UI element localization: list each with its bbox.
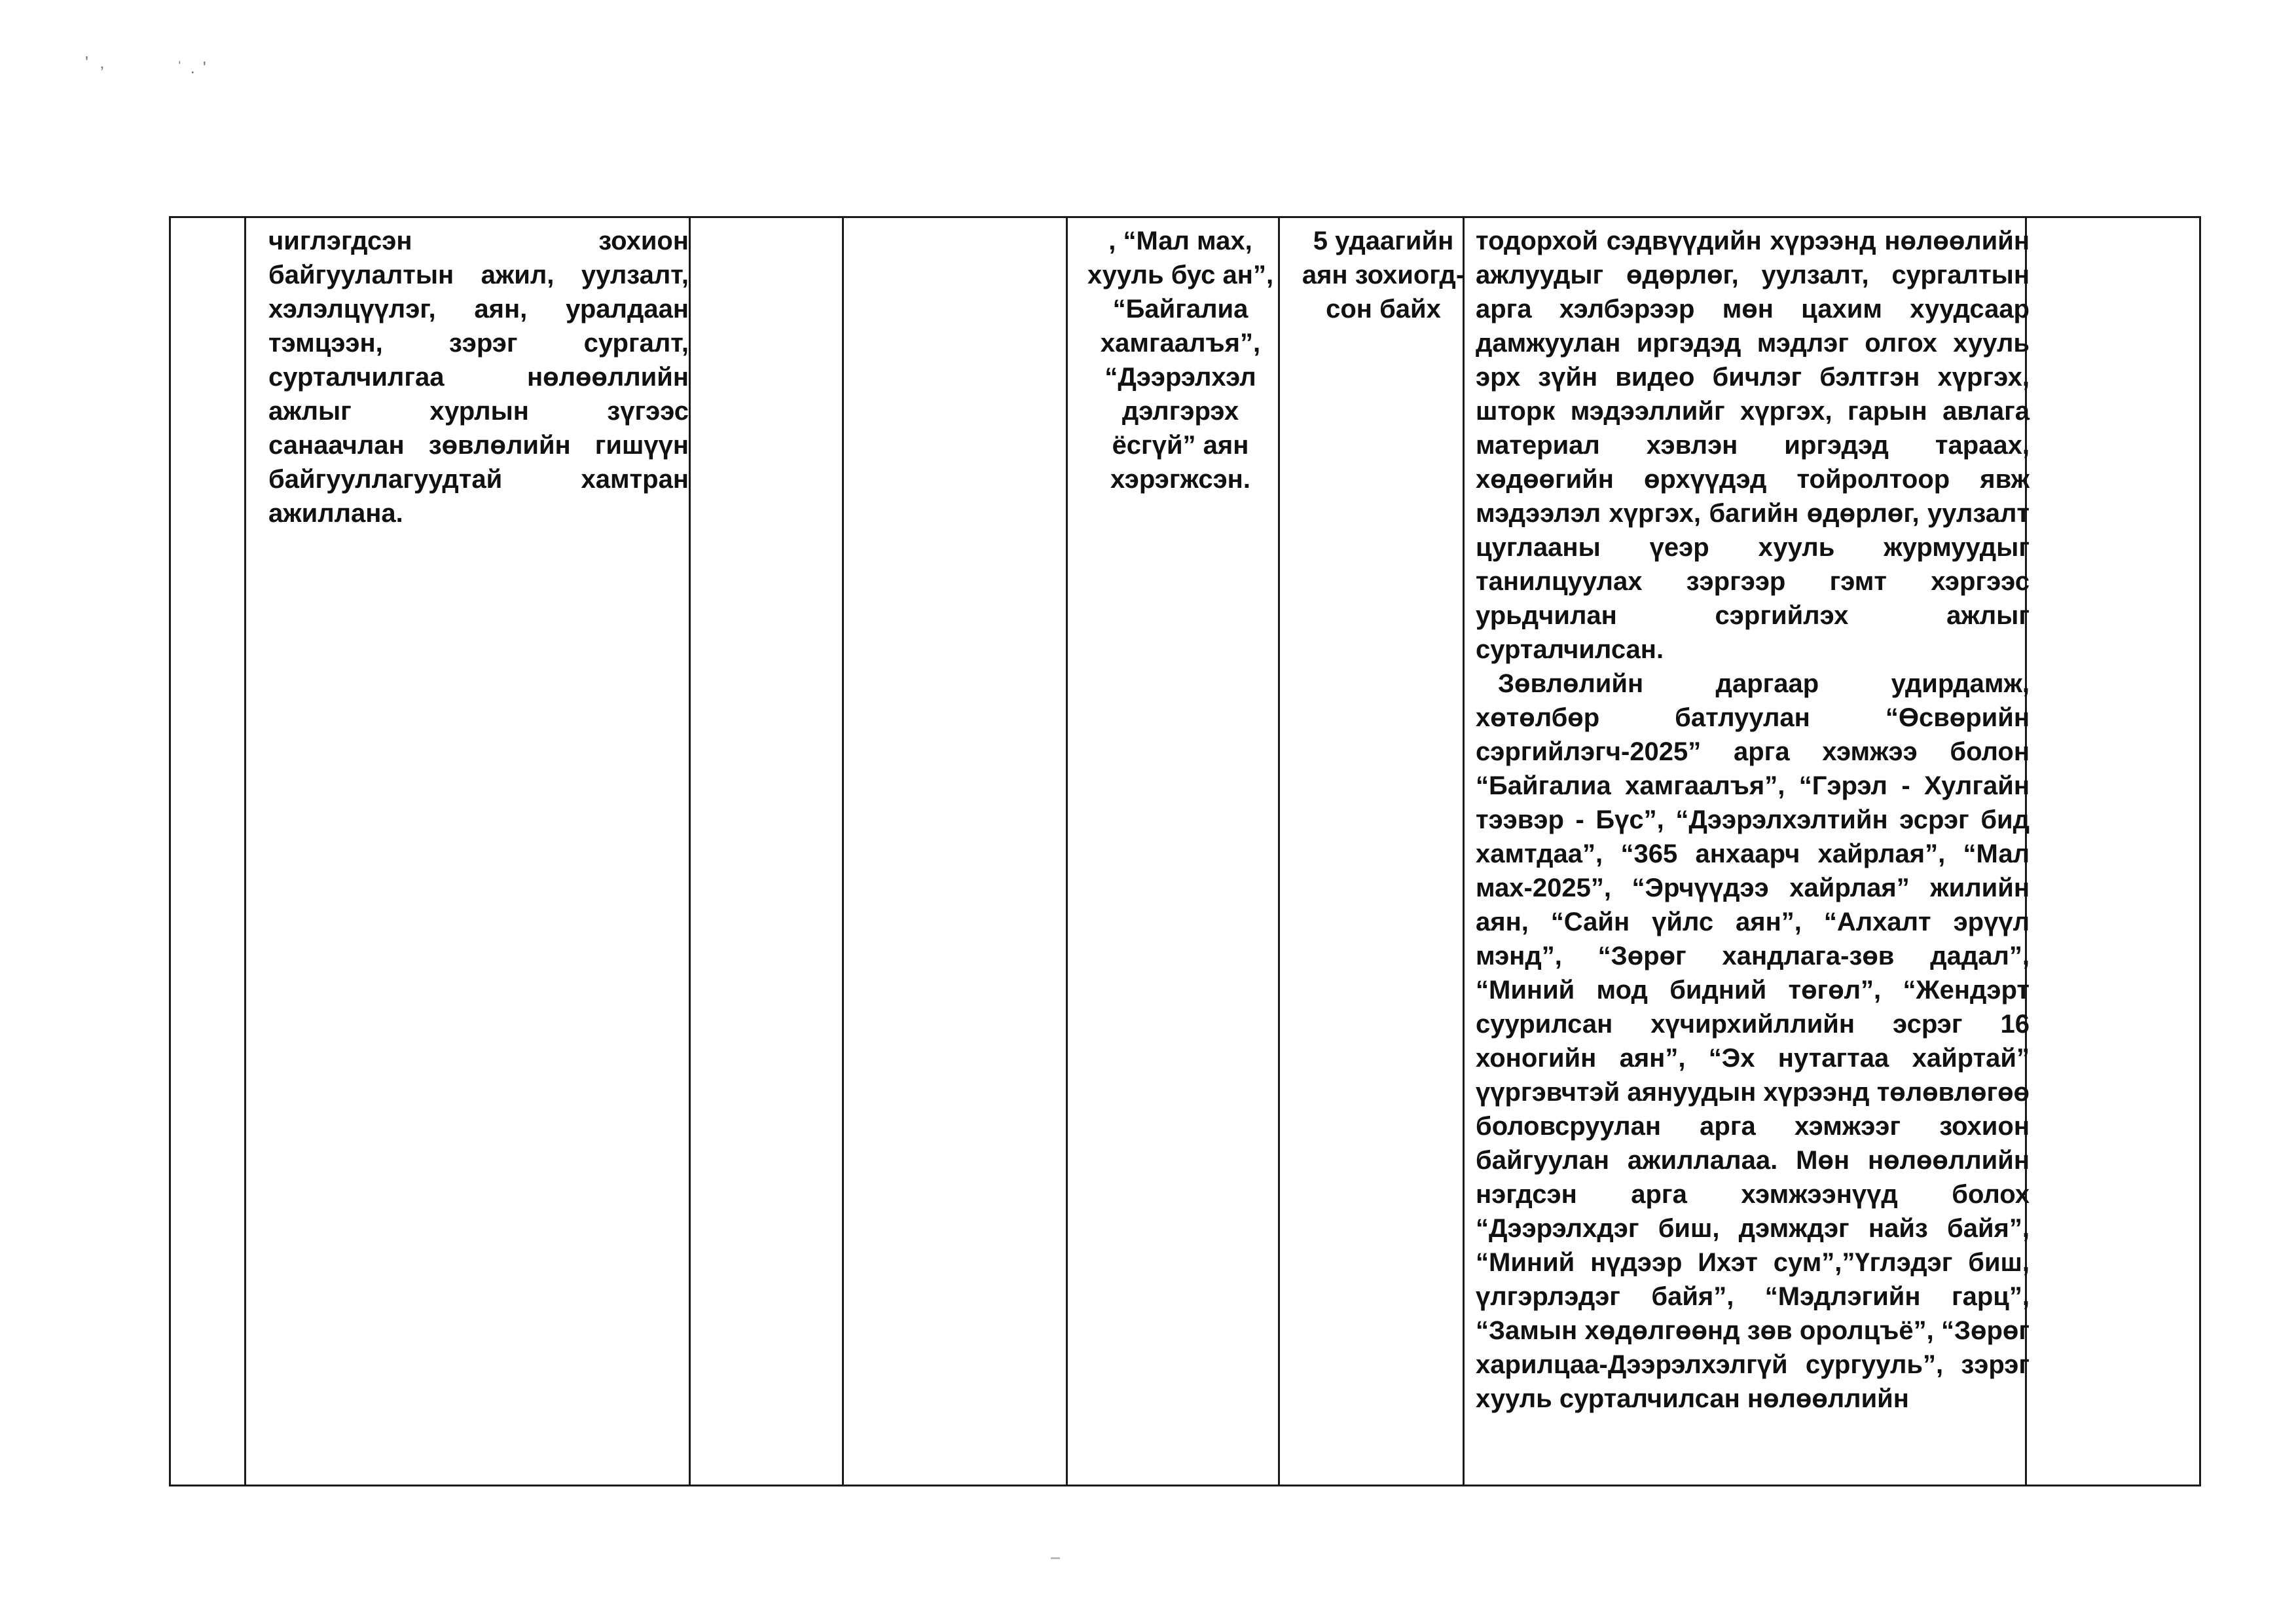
column-divider-3	[842, 216, 844, 1486]
table-cell-activity-description: чиглэгдсэн зохион байгуулалтын ажил, уулзалт, хэлэлцүүлэг, аян, уралдаан тэмцээн, зэрэг сургалт, сурталчилгаа нөлөөллийн ажлыг хурлын зүгээс санаачлан зөвлөлийн гишүүн байгууллагуудтай хамтран ажиллана.	[268, 227, 689, 528]
scan-speck-marks: '‚	[85, 52, 116, 72]
column-divider-1	[244, 216, 246, 1486]
report-paragraph: тодорхой сэдвүүдийн хүрээнд нөлөөлийн ажлуудыг өдөрлөг, уулзалт, сургалтын арга хэлбэрээр мөн цахим хуудсаар дамжуулан иргэдэд мэдлэг олгох хууль эрх зүйн видео бичлэг бэлтгэн хүргэх, шторк мэдээллийг хүргэх, гарын авлага материал хэвлэн иргэдэд тараах, хөдөөгийн өрхүүдэд тойролтоор явж мэдээлэл хүргэх, багийн өдөрлөг, уулзалт цуглааны үеэр хууль журмуудыг танилцуулах зэргээр гэмт хэргээс урьдчилан сэргийлэх ажлыг сурталчилсан.	[1476, 227, 2030, 664]
table-cell-target-indicator: 5 удаагийн аян зохиогд-сон байх	[1302, 227, 1465, 323]
scan-speck-marks-2: ˈ.'	[177, 58, 214, 77]
scan-speck-bottom	[1051, 1557, 1060, 1559]
table-cell-performance-report	[1476, 224, 2030, 1416]
column-divider-2	[689, 216, 691, 1486]
report-paragraph: Зөвлөлийн даргаар удирдамж, хөтөлбөр батлуулан “Өсвөрийн сэргийлэгч-2025” арга хэмжээ болон “Байгалиа хамгаалъя”, “Гэрэл - Хулгайн тээвэр - Бүс”, “Дээрэлхэлтийн эсрэг бид хамтдаа”, “365 анхаарч хайрлая”, “Мал мах-2025”, “Эрчүүдээ хайрлая” жилийн аян, “Сайн үйлс аян”, “Алхалт эрүүл мэнд”, “Зөрөг хандлага-зөв дадал”, “Миний мод бидний төгөл”, “Жендэрт суурилсан хүчирхийллийн эсрэг 16 хоногийн аян”, “Эх нутагтаа хайртай” үүргэвчтэй аянуудын хүрээнд төлөвлөгөө боловсруулан арга хэмжээг зохион байгуулан ажиллалаа. Мөн нөлөөллийн нэгдсэн арга хэмжээнүүд болох “Дээрэлхдэг биш, дэмждэг найз байя”, “Миний нүдээр Ихэт сум”,”Үглэдэг биш, үлгэрлэдэг байя”, “Мэдлэгийн гарц”, “Замын хөдөлгөөнд зөв оролцъё”, “Зөрөг харилцаа-Дээрэлхэлгүй сургууль”, зэрэг хууль сурталчилсан нөлөөллийн	[1476, 669, 2030, 1413]
column-divider-6	[1463, 216, 1465, 1486]
column-divider-4	[1066, 216, 1068, 1486]
table-cell-campaigns-implemented: , “Мал мах, хууль бус ан”, “Байгалиа хамгаалъя”, “Дээрэлхэл дэлгэрэх ёсгүй” аян хэрэгжсэн.	[1087, 227, 1274, 494]
